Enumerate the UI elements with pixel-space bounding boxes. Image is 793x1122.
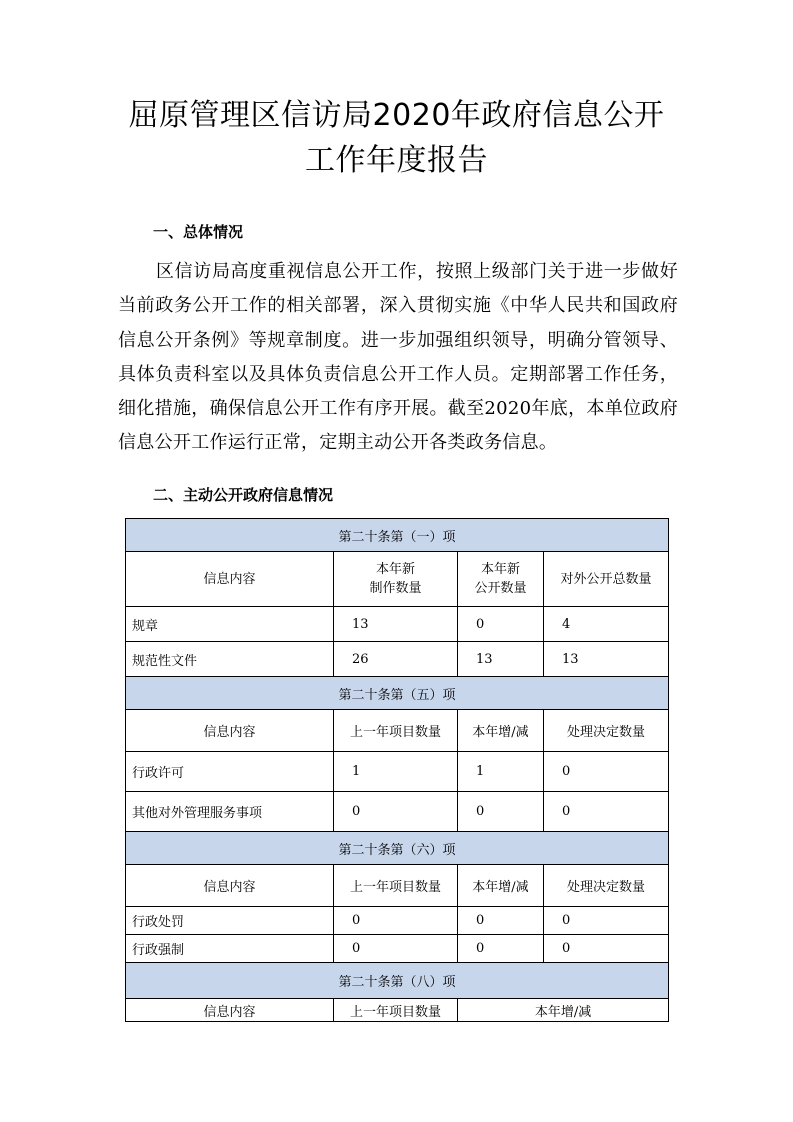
section-b-header-row [126,710,669,752]
table-row [126,642,669,677]
header-cell: 处理决定数量 [544,710,669,752]
row-value: 4 [544,607,669,642]
row-value: 0 [334,907,458,935]
row-label: 规范性文件 [126,642,334,677]
header-cell-text: 本年新 制作数量 [369,562,422,596]
section-d-title: 第二十条第（八）项 [126,963,669,999]
header-cell: 本年增/减 [458,999,669,1022]
section2-heading: 二、主动公开政府信息情况 [153,486,334,504]
header-cell: 本年增/减 [458,865,544,907]
section-d-title-row [126,963,669,999]
row-value: 0 [334,792,458,832]
row-value: 26 [334,642,458,677]
row-label: 行政许可 [126,752,334,792]
row-value: 0 [458,607,544,642]
section-a-header-row [126,552,669,607]
row-value: 0 [544,907,669,935]
header-cell: 上一年项目数量 [334,999,458,1022]
row-label: 行政强制 [126,935,334,963]
row-label: 其他对外管理服务事项 [126,792,334,832]
row-value: 13 [458,642,544,677]
header-cell: 本年增/减 [458,710,544,752]
section-a-title-row [126,519,669,552]
section1-heading: 一、总体情况 [153,223,244,241]
row-value: 1 [334,752,458,792]
header-cell: 对外公开总数量 [544,552,669,607]
header-cell: 信息内容 [126,710,334,752]
header-cell: 上一年项目数量 [334,865,458,907]
section-c-header-row [126,865,669,907]
row-label: 行政处罚 [126,907,334,935]
section-c-title: 第二十条第（六）项 [126,832,669,865]
row-value: 1 [458,752,544,792]
disclosure-table [125,518,669,1022]
header-cell: 信息内容 [126,552,334,607]
header-cell [458,552,544,607]
section-c-title-row [126,832,669,865]
header-cell: 处理决定数量 [544,865,669,907]
table-row [126,792,669,832]
header-cell-text: 本年新 公开数量 [474,562,527,596]
section-b-title-row [126,677,669,710]
document-title-line2: 工作年度报告 [305,143,488,178]
table-row [126,607,669,642]
row-value: 0 [544,792,669,832]
row-value: 0 [458,792,544,832]
section-a-title: 第二十条第（一）项 [126,519,669,552]
row-label: 规章 [126,607,334,642]
header-cell: 上一年项目数量 [334,710,458,752]
header-cell: 信息内容 [126,865,334,907]
row-value: 13 [544,642,669,677]
table-row [126,752,669,792]
row-value: 0 [544,935,669,963]
section-d-header-row [126,999,669,1022]
header-cell [334,552,458,607]
section-b-title: 第二十条第（五）项 [126,677,669,710]
row-value: 0 [458,935,544,963]
row-value: 0 [544,752,669,792]
table-row [126,907,669,935]
table-row [126,935,669,963]
header-cell: 信息内容 [126,999,334,1022]
section1-body: 区信访局高度重视信息公开工作，按照上级部门关于进一步做好当前政务公开工作的相关部署，深入贯彻实施《中华人民共和国政府信息公开条例》等规章制度。进一步加强组织领导，明确分管领导、具体负责科室以及具体负责信息公开工作人员。定期部署工作任务，细化措施，确保信息公开工作有序开展。截至2020年底，本单位政府信息公开工作运行正常，定期主动公开各类政务信息。 [118,261,678,454]
row-value: 0 [458,907,544,935]
row-value: 0 [334,935,458,963]
document-title-line1: 屈原管理区信访局2020年政府信息公开 [128,98,665,133]
row-value: 13 [334,607,458,642]
